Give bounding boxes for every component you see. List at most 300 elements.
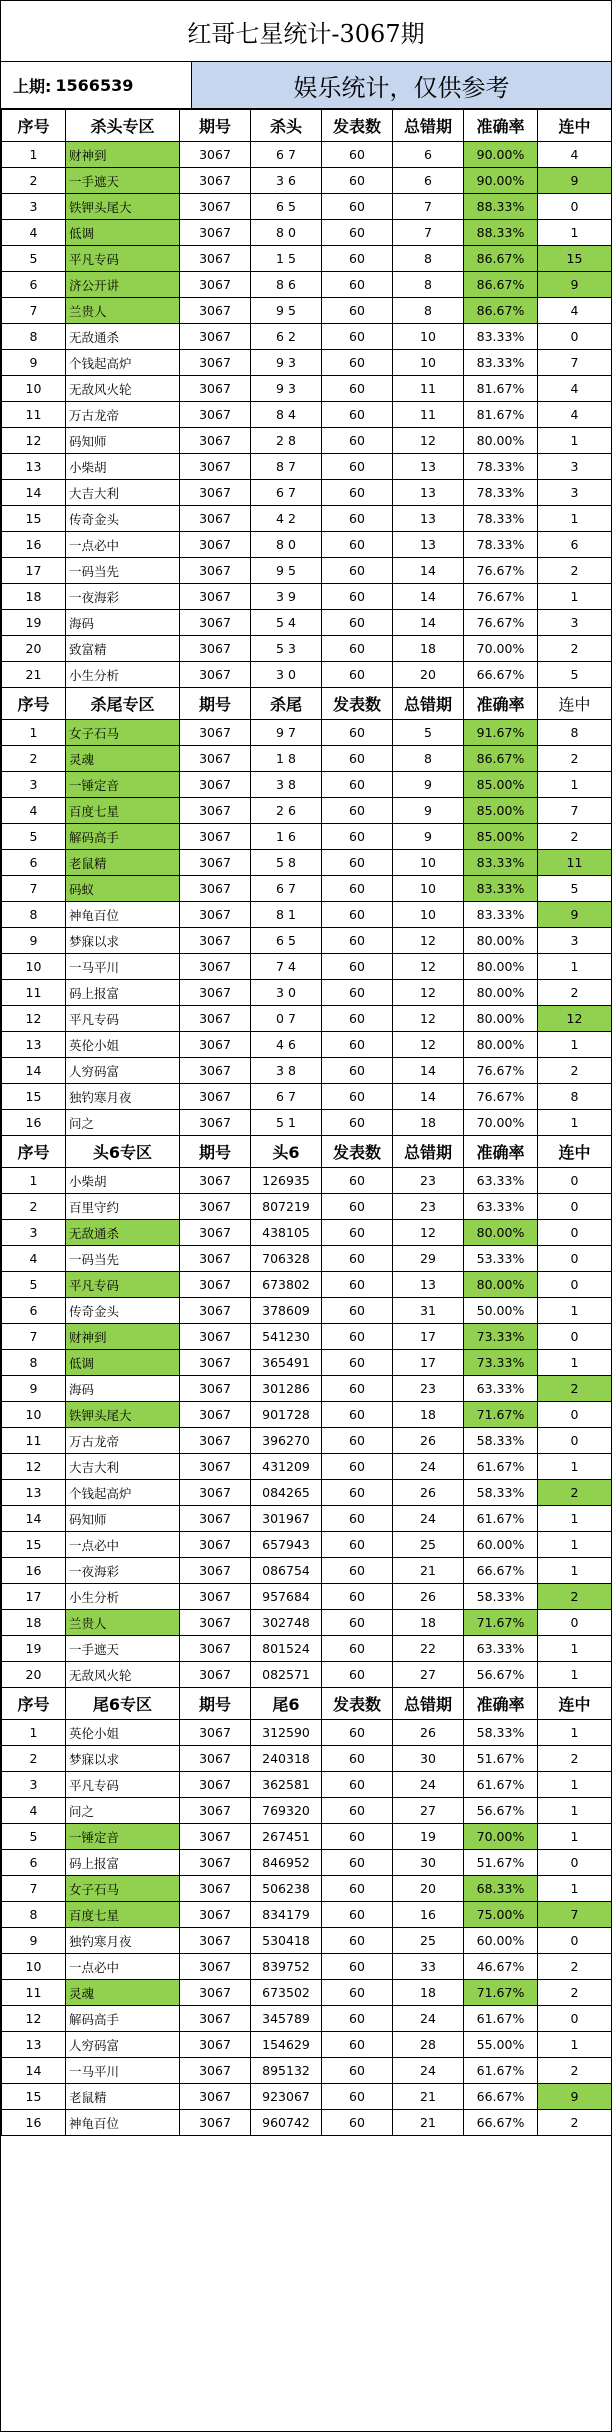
row-issue: 3067	[180, 1272, 251, 1298]
table-row	[2, 298, 612, 324]
row-accuracy: 63.33%	[464, 1168, 538, 1194]
table-row	[2, 1772, 612, 1798]
row-accuracy: 61.67%	[464, 2006, 538, 2032]
row-misses: 13	[393, 1272, 464, 1298]
row-posts: 60	[322, 272, 393, 298]
row-posts: 60	[322, 532, 393, 558]
row-name: 小柴胡	[66, 1168, 180, 1194]
table-row	[2, 720, 612, 746]
row-streak: 3	[538, 610, 612, 636]
row-index: 7	[2, 1324, 66, 1350]
row-pick: 0 7	[251, 1006, 322, 1032]
row-accuracy: 70.00%	[464, 636, 538, 662]
col-streak-header: 连中	[538, 110, 612, 142]
row-misses: 12	[393, 1220, 464, 1246]
row-name: 低调	[66, 1350, 180, 1376]
row-accuracy: 46.67%	[464, 1954, 538, 1980]
row-accuracy: 86.67%	[464, 272, 538, 298]
row-index: 14	[2, 2058, 66, 2084]
row-misses: 12	[393, 1032, 464, 1058]
row-issue: 3067	[180, 1954, 251, 1980]
row-misses: 26	[393, 1480, 464, 1506]
row-name: 老鼠精	[66, 2084, 180, 2110]
row-issue: 3067	[180, 1928, 251, 1954]
row-name: 一手遮天	[66, 1636, 180, 1662]
row-issue: 3067	[180, 558, 251, 584]
row-issue: 3067	[180, 402, 251, 428]
row-index: 12	[2, 428, 66, 454]
row-accuracy: 78.33%	[464, 532, 538, 558]
row-issue: 3067	[180, 2058, 251, 2084]
row-streak: 1	[538, 1532, 612, 1558]
row-issue: 3067	[180, 142, 251, 168]
row-misses: 5	[393, 720, 464, 746]
row-accuracy: 53.33%	[464, 1246, 538, 1272]
row-accuracy: 86.67%	[464, 246, 538, 272]
row-pick: 301967	[251, 1506, 322, 1532]
row-name: 百度七星	[66, 1902, 180, 1928]
row-accuracy: 76.67%	[464, 610, 538, 636]
row-name: 百度七星	[66, 798, 180, 824]
row-posts: 60	[322, 1720, 393, 1746]
row-index: 2	[2, 1194, 66, 1220]
col-accuracy-header: 准确率	[464, 110, 538, 142]
row-posts: 60	[322, 1324, 393, 1350]
table-row	[2, 532, 612, 558]
row-name: 海码	[66, 1376, 180, 1402]
row-posts: 60	[322, 876, 393, 902]
row-index: 11	[2, 402, 66, 428]
row-streak: 2	[538, 1584, 612, 1610]
row-issue: 3067	[180, 1662, 251, 1688]
row-misses: 12	[393, 954, 464, 980]
table-row	[2, 324, 612, 350]
row-issue: 3067	[180, 720, 251, 746]
row-name: 一锤定音	[66, 772, 180, 798]
row-pick: 3 0	[251, 662, 322, 688]
row-posts: 60	[322, 376, 393, 402]
row-index: 1	[2, 142, 66, 168]
row-issue: 3067	[180, 636, 251, 662]
table-row	[2, 636, 612, 662]
row-name: 大吉大利	[66, 480, 180, 506]
row-accuracy: 63.33%	[464, 1376, 538, 1402]
row-index: 15	[2, 1532, 66, 1558]
row-index: 4	[2, 220, 66, 246]
row-pick: 846952	[251, 1850, 322, 1876]
row-pick: 506238	[251, 1876, 322, 1902]
row-pick: 438105	[251, 1220, 322, 1246]
row-streak: 0	[538, 1928, 612, 1954]
col-pick-header: 头6	[251, 1136, 322, 1168]
section-header-row	[2, 1688, 612, 1720]
row-streak: 4	[538, 298, 612, 324]
row-streak: 2	[538, 1480, 612, 1506]
row-pick: 901728	[251, 1402, 322, 1428]
row-posts: 60	[322, 1084, 393, 1110]
row-accuracy: 70.00%	[464, 1824, 538, 1850]
row-index: 15	[2, 506, 66, 532]
table-row	[2, 1006, 612, 1032]
col-pick-header: 杀尾	[251, 688, 322, 720]
table-row	[2, 2032, 612, 2058]
row-pick: 8 1	[251, 902, 322, 928]
row-issue: 3067	[180, 1636, 251, 1662]
row-streak: 1	[538, 1720, 612, 1746]
table-row	[2, 1850, 612, 1876]
row-issue: 3067	[180, 454, 251, 480]
row-accuracy: 83.33%	[464, 350, 538, 376]
row-issue: 3067	[180, 954, 251, 980]
row-accuracy: 66.67%	[464, 662, 538, 688]
row-accuracy: 81.67%	[464, 402, 538, 428]
row-streak: 8	[538, 720, 612, 746]
row-name: 低调	[66, 220, 180, 246]
row-posts: 60	[322, 1006, 393, 1032]
row-issue: 3067	[180, 1168, 251, 1194]
row-pick: 5 8	[251, 850, 322, 876]
row-issue: 3067	[180, 350, 251, 376]
row-name: 一锤定音	[66, 1824, 180, 1850]
row-name: 神龟百位	[66, 902, 180, 928]
row-pick: 6 5	[251, 194, 322, 220]
row-misses: 22	[393, 1636, 464, 1662]
row-streak: 2	[538, 636, 612, 662]
row-pick: 706328	[251, 1246, 322, 1272]
row-posts: 60	[322, 1980, 393, 2006]
row-issue: 3067	[180, 220, 251, 246]
row-streak: 1	[538, 220, 612, 246]
row-index: 12	[2, 1006, 66, 1032]
table-row	[2, 1558, 612, 1584]
row-accuracy: 51.67%	[464, 1850, 538, 1876]
row-issue: 3067	[180, 2110, 251, 2136]
row-accuracy: 71.67%	[464, 1402, 538, 1428]
stats-table	[1, 109, 612, 2136]
row-misses: 13	[393, 506, 464, 532]
row-misses: 18	[393, 1110, 464, 1136]
row-index: 12	[2, 2006, 66, 2032]
row-index: 6	[2, 272, 66, 298]
row-issue: 3067	[180, 746, 251, 772]
row-pick: 301286	[251, 1376, 322, 1402]
row-streak: 1	[538, 1662, 612, 1688]
row-streak: 0	[538, 1324, 612, 1350]
row-index: 19	[2, 1636, 66, 1662]
row-pick: 084265	[251, 1480, 322, 1506]
row-streak: 1	[538, 2032, 612, 2058]
row-pick: 673802	[251, 1272, 322, 1298]
row-misses: 21	[393, 2110, 464, 2136]
row-streak: 11	[538, 850, 612, 876]
row-name: 英伦小姐	[66, 1720, 180, 1746]
row-misses: 19	[393, 1824, 464, 1850]
row-index: 15	[2, 1084, 66, 1110]
row-name: 无敌通杀	[66, 1220, 180, 1246]
row-misses: 17	[393, 1350, 464, 1376]
row-index: 14	[2, 1506, 66, 1532]
row-accuracy: 73.33%	[464, 1324, 538, 1350]
row-accuracy: 75.00%	[464, 1902, 538, 1928]
row-accuracy: 58.33%	[464, 1584, 538, 1610]
row-index: 7	[2, 1876, 66, 1902]
table-row	[2, 1084, 612, 1110]
row-accuracy: 83.33%	[464, 850, 538, 876]
table-row	[2, 1168, 612, 1194]
table-row	[2, 246, 612, 272]
row-name: 独钓寒月夜	[66, 1084, 180, 1110]
row-posts: 60	[322, 1772, 393, 1798]
row-pick: 769320	[251, 1798, 322, 1824]
row-streak: 1	[538, 954, 612, 980]
row-name: 铁钾头尾大	[66, 1402, 180, 1428]
col-pick-header: 尾6	[251, 1688, 322, 1720]
row-pick: 267451	[251, 1824, 322, 1850]
table-row	[2, 506, 612, 532]
row-posts: 60	[322, 428, 393, 454]
row-issue: 3067	[180, 506, 251, 532]
row-index: 16	[2, 1558, 66, 1584]
row-pick: 9 5	[251, 298, 322, 324]
row-accuracy: 80.00%	[464, 1272, 538, 1298]
row-name: 无敌风火轮	[66, 376, 180, 402]
row-name: 个钱起高炉	[66, 1480, 180, 1506]
col-index-header: 序号	[2, 688, 66, 720]
row-accuracy: 81.67%	[464, 376, 538, 402]
row-index: 9	[2, 350, 66, 376]
row-posts: 60	[322, 1402, 393, 1428]
row-index: 10	[2, 1402, 66, 1428]
row-pick: 396270	[251, 1428, 322, 1454]
row-streak: 2	[538, 1980, 612, 2006]
row-accuracy: 86.67%	[464, 298, 538, 324]
section-header-row	[2, 1136, 612, 1168]
row-index: 20	[2, 1662, 66, 1688]
row-posts: 60	[322, 1168, 393, 1194]
row-streak: 0	[538, 1194, 612, 1220]
row-name: 一码当先	[66, 558, 180, 584]
row-misses: 18	[393, 1610, 464, 1636]
table-row	[2, 558, 612, 584]
col-streak-header: 连中	[538, 1136, 612, 1168]
col-issue-header: 期号	[180, 1136, 251, 1168]
row-pick: 9 5	[251, 558, 322, 584]
row-index: 2	[2, 746, 66, 772]
row-pick: 960742	[251, 2110, 322, 2136]
row-misses: 14	[393, 1084, 464, 1110]
row-posts: 60	[322, 1954, 393, 1980]
row-index: 6	[2, 1298, 66, 1324]
row-misses: 25	[393, 1532, 464, 1558]
row-posts: 60	[322, 1480, 393, 1506]
row-posts: 60	[322, 1850, 393, 1876]
row-accuracy: 78.33%	[464, 506, 538, 532]
row-name: 兰贵人	[66, 298, 180, 324]
row-pick: 2 6	[251, 798, 322, 824]
row-accuracy: 66.67%	[464, 2084, 538, 2110]
row-accuracy: 80.00%	[464, 1220, 538, 1246]
row-streak: 5	[538, 876, 612, 902]
row-pick: 9 3	[251, 376, 322, 402]
row-name: 独钓寒月夜	[66, 1928, 180, 1954]
row-issue: 3067	[180, 194, 251, 220]
table-row	[2, 376, 612, 402]
row-index: 11	[2, 1428, 66, 1454]
row-issue: 3067	[180, 662, 251, 688]
col-issue-header: 期号	[180, 1688, 251, 1720]
row-issue: 3067	[180, 1584, 251, 1610]
row-misses: 29	[393, 1246, 464, 1272]
row-posts: 60	[322, 720, 393, 746]
row-accuracy: 55.00%	[464, 2032, 538, 2058]
row-name: 传奇金头	[66, 1298, 180, 1324]
row-misses: 21	[393, 1558, 464, 1584]
table-row	[2, 1428, 612, 1454]
row-index: 5	[2, 246, 66, 272]
row-streak: 2	[538, 2058, 612, 2084]
table-row	[2, 824, 612, 850]
row-pick: 8 4	[251, 402, 322, 428]
row-index: 8	[2, 1350, 66, 1376]
row-accuracy: 60.00%	[464, 1928, 538, 1954]
table-row	[2, 2006, 612, 2032]
col-index-header: 序号	[2, 1136, 66, 1168]
row-misses: 8	[393, 246, 464, 272]
row-pick: 6 7	[251, 480, 322, 506]
table-row	[2, 928, 612, 954]
row-misses: 18	[393, 1980, 464, 2006]
row-streak: 0	[538, 324, 612, 350]
col-index-header: 序号	[2, 1688, 66, 1720]
row-posts: 60	[322, 772, 393, 798]
row-streak: 3	[538, 454, 612, 480]
row-issue: 3067	[180, 1298, 251, 1324]
row-index: 11	[2, 1980, 66, 2006]
row-misses: 27	[393, 1662, 464, 1688]
row-issue: 3067	[180, 1558, 251, 1584]
table-row	[2, 850, 612, 876]
row-accuracy: 86.67%	[464, 746, 538, 772]
table-row	[2, 876, 612, 902]
row-accuracy: 66.67%	[464, 2110, 538, 2136]
row-streak: 9	[538, 272, 612, 298]
row-index: 16	[2, 1110, 66, 1136]
row-pick: 530418	[251, 1928, 322, 1954]
col-posts-header: 发表数	[322, 1136, 393, 1168]
section-header-row	[2, 688, 612, 720]
row-issue: 3067	[180, 376, 251, 402]
row-index: 1	[2, 720, 66, 746]
row-pick: 839752	[251, 1954, 322, 1980]
row-pick: 657943	[251, 1532, 322, 1558]
row-pick: 8 0	[251, 532, 322, 558]
row-name: 神龟百位	[66, 2110, 180, 2136]
row-misses: 33	[393, 1954, 464, 1980]
row-posts: 60	[322, 1428, 393, 1454]
row-posts: 60	[322, 2084, 393, 2110]
row-issue: 3067	[180, 798, 251, 824]
row-index: 4	[2, 1798, 66, 1824]
row-streak: 0	[538, 1220, 612, 1246]
row-misses: 28	[393, 2032, 464, 2058]
col-zone-header: 杀尾专区	[66, 688, 180, 720]
row-misses: 12	[393, 980, 464, 1006]
row-pick: 5 4	[251, 610, 322, 636]
row-index: 19	[2, 610, 66, 636]
row-issue: 3067	[180, 1720, 251, 1746]
row-pick: 957684	[251, 1584, 322, 1610]
row-posts: 60	[322, 350, 393, 376]
row-misses: 10	[393, 350, 464, 376]
row-name: 小生分析	[66, 1584, 180, 1610]
row-streak: 1	[538, 1032, 612, 1058]
row-issue: 3067	[180, 1506, 251, 1532]
row-streak: 0	[538, 1610, 612, 1636]
row-misses: 8	[393, 298, 464, 324]
table-row	[2, 272, 612, 298]
col-streak-header: 连中	[538, 1688, 612, 1720]
row-index: 10	[2, 376, 66, 402]
row-index: 9	[2, 1376, 66, 1402]
row-streak: 7	[538, 798, 612, 824]
row-misses: 6	[393, 168, 464, 194]
row-pick: 1 6	[251, 824, 322, 850]
col-streak-header: 连中	[538, 688, 612, 720]
row-pick: 5 3	[251, 636, 322, 662]
row-pick: 8 6	[251, 272, 322, 298]
row-accuracy: 71.67%	[464, 1980, 538, 2006]
row-accuracy: 73.33%	[464, 1350, 538, 1376]
row-misses: 8	[393, 746, 464, 772]
row-pick: 923067	[251, 2084, 322, 2110]
row-pick: 3 6	[251, 168, 322, 194]
row-pick: 431209	[251, 1454, 322, 1480]
row-posts: 60	[322, 1350, 393, 1376]
table-row	[2, 1058, 612, 1084]
row-accuracy: 63.33%	[464, 1194, 538, 1220]
row-posts: 60	[322, 1454, 393, 1480]
row-posts: 60	[322, 506, 393, 532]
row-posts: 60	[322, 1298, 393, 1324]
row-posts: 60	[322, 1032, 393, 1058]
row-accuracy: 70.00%	[464, 1110, 538, 1136]
row-posts: 60	[322, 1246, 393, 1272]
row-name: 一码当先	[66, 1246, 180, 1272]
row-posts: 60	[322, 1928, 393, 1954]
row-issue: 3067	[180, 772, 251, 798]
row-misses: 18	[393, 636, 464, 662]
row-name: 平凡专码	[66, 246, 180, 272]
row-issue: 3067	[180, 2032, 251, 2058]
row-pick: 240318	[251, 1746, 322, 1772]
row-streak: 6	[538, 532, 612, 558]
row-misses: 24	[393, 1454, 464, 1480]
row-index: 3	[2, 1220, 66, 1246]
row-streak: 1	[538, 506, 612, 532]
row-pick: 082571	[251, 1662, 322, 1688]
table-row	[2, 1402, 612, 1428]
row-index: 6	[2, 850, 66, 876]
row-issue: 3067	[180, 902, 251, 928]
row-name: 码上报富	[66, 1850, 180, 1876]
row-accuracy: 61.67%	[464, 1454, 538, 1480]
row-issue: 3067	[180, 480, 251, 506]
row-streak: 2	[538, 1746, 612, 1772]
row-misses: 13	[393, 454, 464, 480]
previous-issue-value: 1566539	[55, 75, 134, 95]
row-misses: 24	[393, 1772, 464, 1798]
row-streak: 1	[538, 428, 612, 454]
